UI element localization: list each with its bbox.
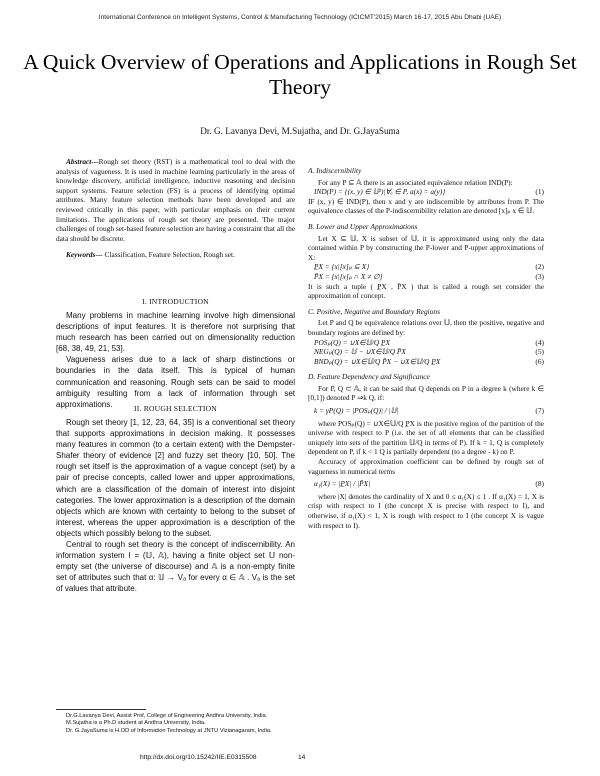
equation-7: k = γP(Q) = |POSₚ(Q)| / |𝕌| (7) [314, 406, 544, 416]
equation-5: NEGₚ(Q) = 𝕌 − ∪X∈𝕌/Q P̄X (5) [314, 347, 544, 357]
rough-section [56, 417, 295, 595]
rough-heading: II. ROUGH SELECTION [134, 404, 217, 413]
section-d-text-3: Accuracy of approximation coefficient can be defined by rough set of vagueness in numerical terms [308, 457, 544, 476]
section-b-title: B. Lower and Upper Approximations [308, 221, 418, 231]
footnote-3: Dr. G.JayaSuma is H.OD of Information Technology at JNTU Vizianagaram, India. [66, 727, 272, 734]
paper-authors: Dr. G. Lavanya Devi, M.Sujatha, and Dr. G.JayaSuma [200, 126, 400, 136]
equation-4: POSₚ(Q) = ∪X∈𝕌/Q P̲X (4) [314, 337, 544, 347]
intro-paragraph-1: Many problems in machine learning involve high dimensional descriptions of input features. It is therefore not surprising that much research has been carried out on dimensionality reduction [68, 38, 49, 21, 53]. [56, 311, 295, 354]
abstract-label: Abstract--- [66, 157, 99, 166]
doi-link[interactable]: http://dx.doi.org/10.15242/IIE.E0315508 [140, 754, 257, 761]
intro-heading: I. INTRODUCTION [142, 297, 209, 306]
keywords-text: Classification, Feature Selection, Rough set. [102, 250, 235, 260]
equation-8: α₁(X) = |P̲X| / |P̄X| (8) [314, 479, 544, 489]
page-number: 14 [298, 754, 306, 761]
equation-1: IND(P) = {(x, y) ∈ 𝕌²)|∀ₐ ∈ P, a(x) = a(y)} (1) [314, 187, 544, 197]
intro-paragraph-2: Vagueness arises due to a lack of sharp distinctions or boundaries in the data itself. This is typical of human communication and reasoning. Rough sets can be said to model ambiguity resulting from a lack of information through set approximations. [56, 355, 295, 409]
equation-2: P̲X = {x|[x]ₚ ⊆ X} (2) [314, 262, 544, 272]
section-c-title: C. Positive, Negative and Boundary Regions [308, 306, 440, 316]
section-a-title: A. Indiscernibility [308, 166, 362, 175]
right-column [308, 166, 544, 530]
equation-6: BNDₚ(Q) = ∪X∈𝕌/Q P̄X − ∪X∈𝕌/Q P̲X (6) [314, 356, 544, 366]
section-d-text-4: where |X| denotes the cardinality of X and 0 ≤ α₁(X) ≤ 1 . If α₁(X) = 1, X is crisp with respect to I (the concept X is precise with respect to I), and otherwise, if α₁(X) < 1, X is rough with respect to I (the concept X is vague with respect to I). [308, 491, 544, 530]
abstract-text: Rough set theory (RST) is a mathematical tool to deal with the analysis of vagueness. It is used in machine learning particularly in the areas of knowledge discovery, artificial intelligence, inductive reasoning and decision support systems. Feature selection (FS) is a process of identifying optimal attributes. Many feature selection methods have been developed and are reviewed critically in this paper, with particular emphasis on their current limitations. The applications of rough set theory are presented. The major challenges of rough set-based feature selection are having a constraint that all the data should be discrete. [56, 157, 295, 243]
footnote-rule [56, 709, 146, 710]
section-a-text-1: For any P ⊆ 𝔸 there is an associated equivalence relation IND(P): [318, 177, 513, 187]
rough-paragraph-2: Central to rough set theory is the concept of indiscernibility. An information system I = (𝕌, 𝔸), having a finite object set 𝕌 non-empty set (the universe of discourse) and 𝔸 is a non-empty finite set of attributes such that α: 𝕌 → Vₐ for every α ∈ 𝔸 . Vₐ is the set of values that attribute. [56, 540, 295, 594]
intro-section [56, 310, 295, 410]
section-d-text-1: For P, Q ⊂ 𝔸, it can be said that Q depends on P in a degree k (where k ∈ [0,1]) denoted P ⇒k Q, if: [308, 383, 544, 403]
section-d-text-2: where POSₚ(Q) = ∪X∈𝕌/Q P̲X is the positive region of the partition of the universe with respect to P (i.e. the set of all elements that can be classified uniquely into sets of the partition 𝕌/Q in terms of P). If k = 1, Q is completely dependent on P, if k < 1 Q is partially dependent (to a degree - k) on P. [308, 418, 544, 457]
paper-title: A Quick Overview of Operations and Applications in Rough Set Theory [23, 50, 577, 99]
footnote-1: Dr.G.Lavanya Devi, Assist Prof, College of Engineering Andhra University, India. [66, 713, 268, 719]
abstract-block [56, 157, 295, 260]
section-b-text-1: Let X ⊆ 𝕌, X is subset of 𝕌, it is approximated using only the data contained within P by constructing the P-lower and P-upper approximations of X: [308, 233, 544, 262]
section-c-text-1: Let P and Q be equivalence relations over 𝕌, then the positive, negative and boundary regions are defined by: [308, 318, 544, 337]
footnote-2: M.Sujatha is a Ph.D student at Andhra University, India. [66, 720, 206, 727]
equation-3: P̄X = {x|[x]ₚ ∩ X ≠ ∅} (3) [314, 271, 544, 281]
section-b-text-2: It is such a tuple ( P̲X , P̄X ) that is called a rough set consider the approximation of concept. [308, 281, 544, 301]
section-d-title: D. Feature Dependency and Significance [308, 372, 430, 382]
section-a-text-2: IF (x, y) ∈ IND(P), then x and y are indiscernible by attributes from P. The equivalence classes of the P-indiscernibility relation are denoted [x]ₚ x ∈ 𝕌. [308, 196, 544, 216]
footnotes [56, 713, 295, 735]
conference-header: International Conference on Intelligent Systems, Control & Manufacturing Technology (ICICMT'2015) March 16-17, 2015 Abu Dhabi (UAE) [98, 14, 502, 21]
rough-paragraph-1: Rough set theory [1, 12, 23, 64, 35] is a conventional set theory that supports approximations in decision making. It possesses many features in common (to a certain extent) with the Dempster-Shafer theory of evidence [2] and fuzzy set theory [10, 50]. The rough set itself is the approximation of a vague concept (set) by a pair of precise concepts, called lower and upper approximations, which are a classification of the domain of interest into disjoint categories. The lower approximation is a description of the domain objects which are known with certainty to belong to the subset of interest, whereas the upper approximation is a description of the objects which possibly belong to the subset. [56, 418, 295, 538]
keywords-label: Keywords--- [66, 250, 103, 260]
